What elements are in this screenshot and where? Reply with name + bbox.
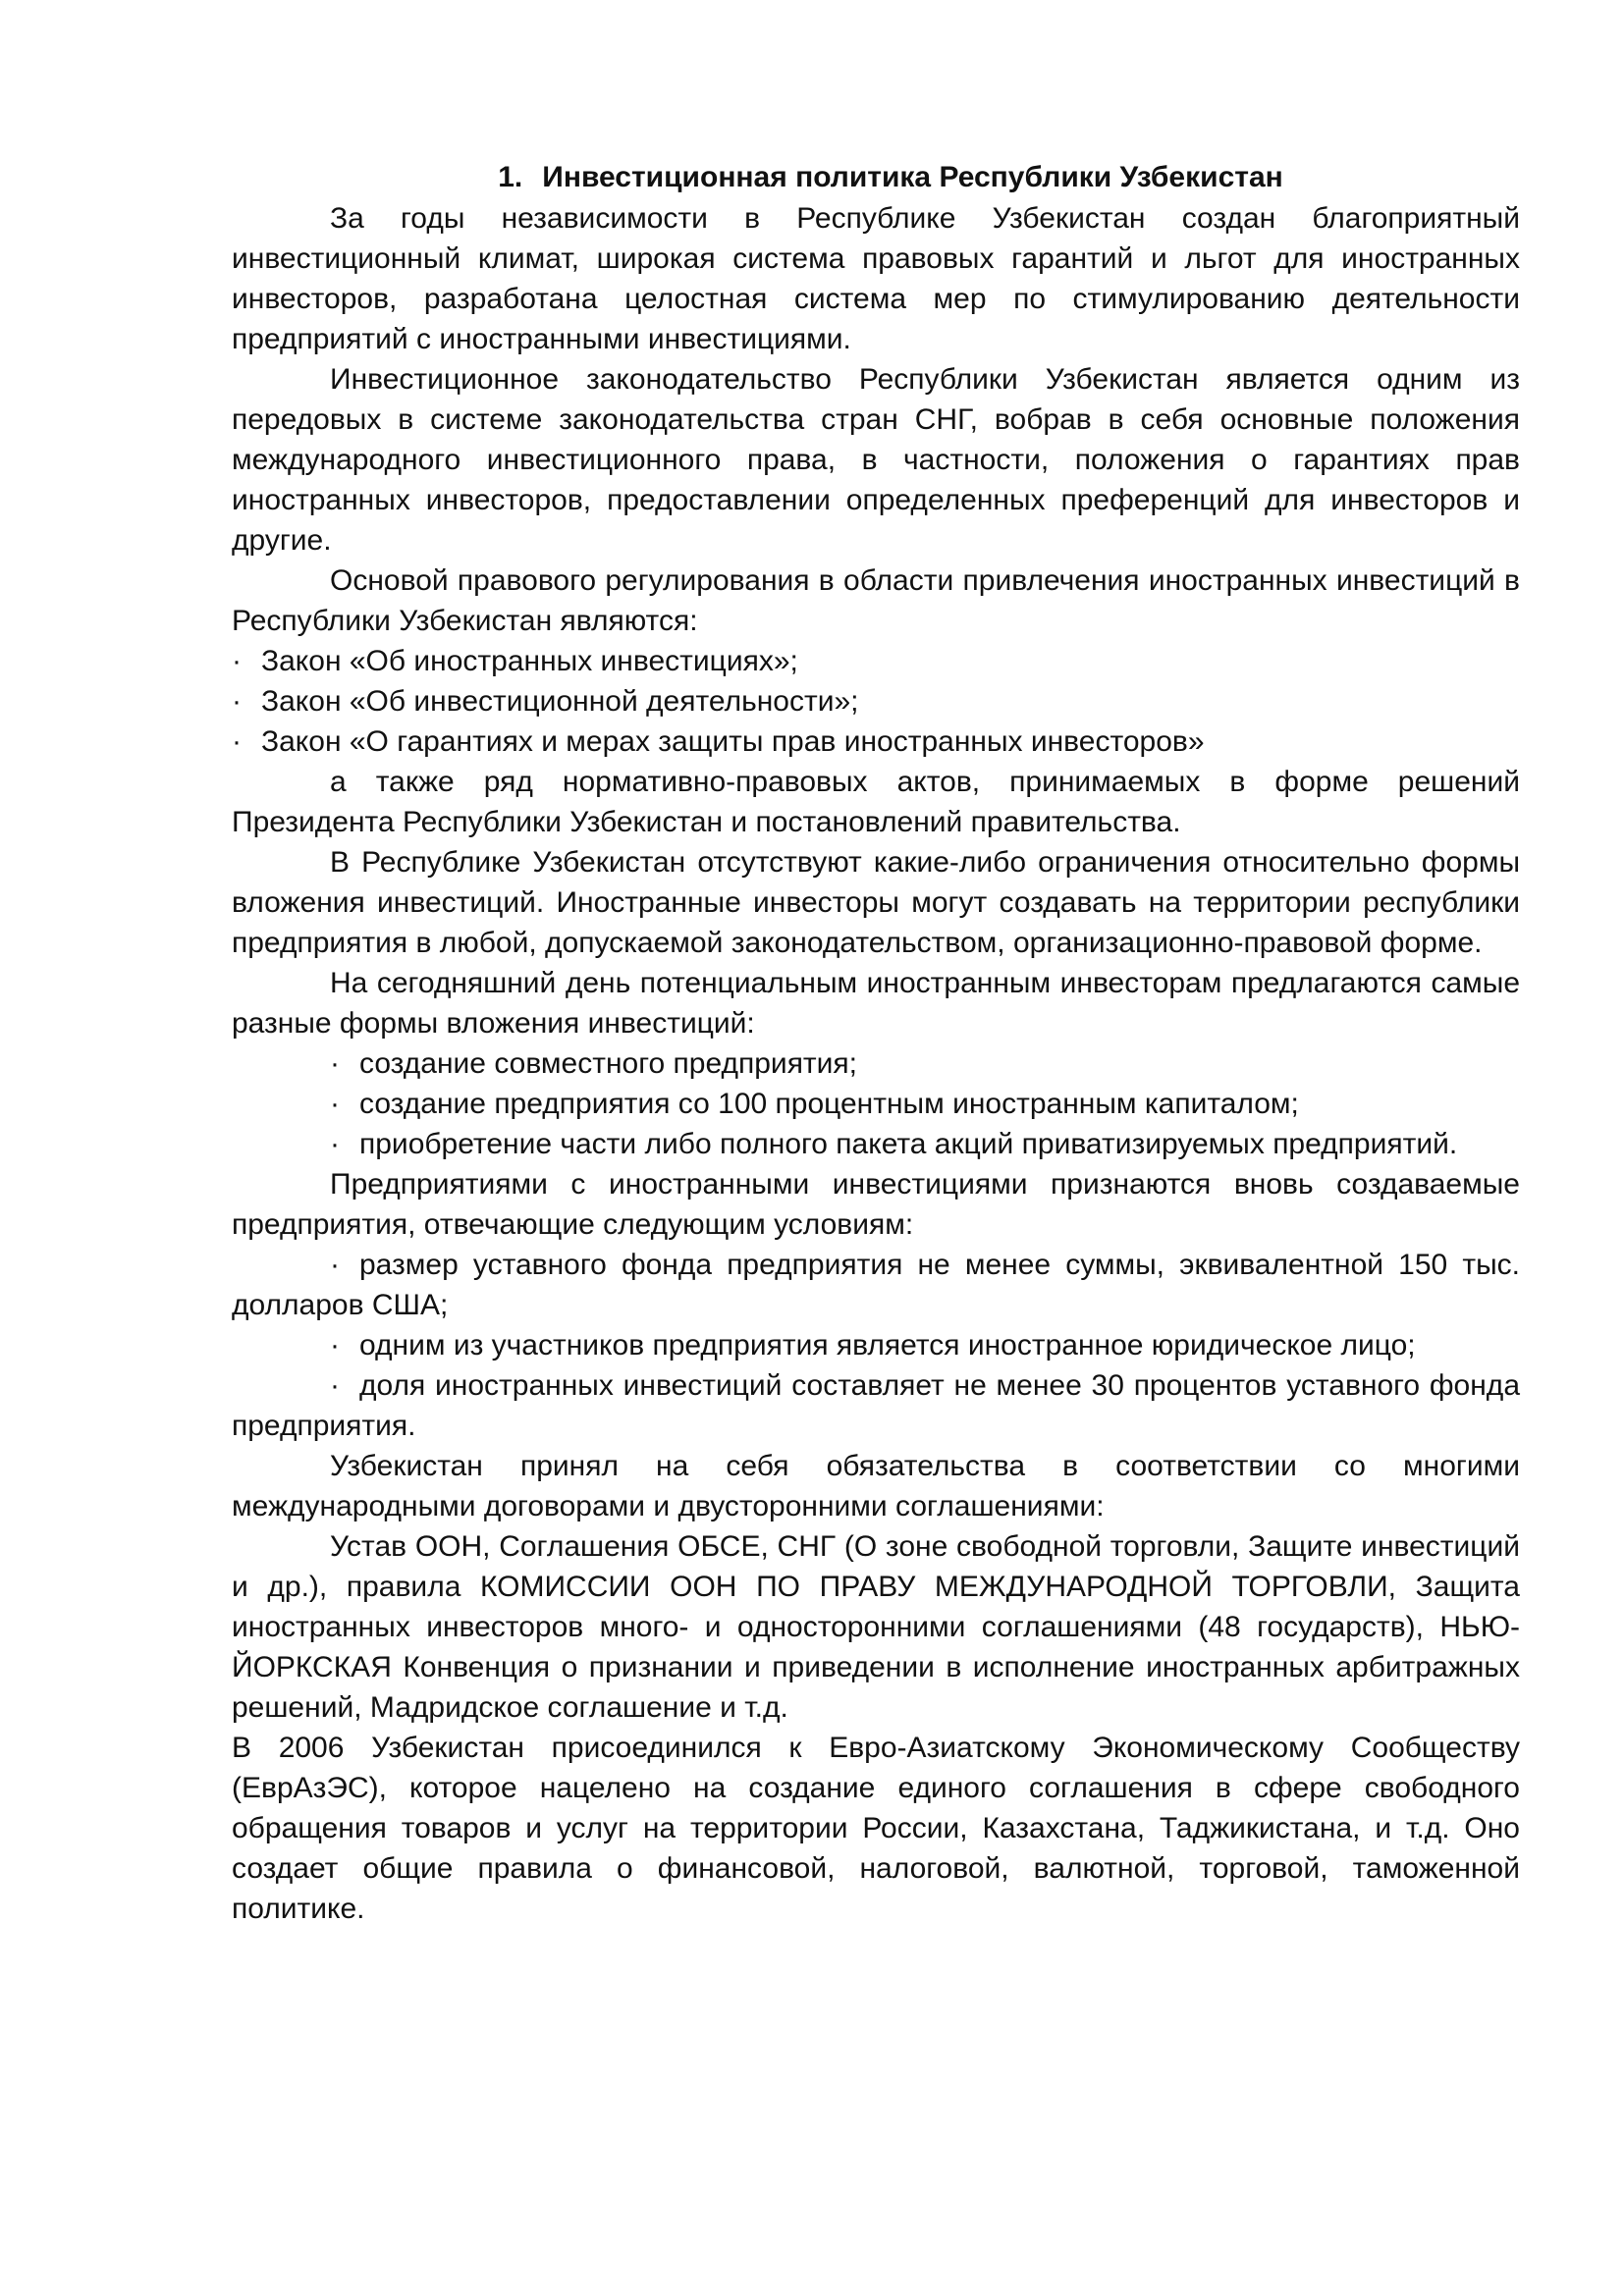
paragraph-conditions: Предприятиями с иностранными инвестициями признаются вновь создаваемые предприятия, отвечающие следующим условиям:: [232, 1168, 1520, 1241]
document-page: [232, 157, 1520, 1929]
form-item: · создание предприятия со 100 процентным иностранным капиталом;: [232, 1084, 1520, 1124]
bullet-mark: ·: [330, 1128, 340, 1160]
bullet-mark: ·: [330, 1249, 340, 1281]
paragraph-eurasec: В 2006 Узбекистан присоединился к Евро-Азиатскому Экономическому Сообществу (ЕврАзЭС), которое нацелено на создание единого соглашения в сфере свободного обращения товаров и услуг на территории России, Казахстана, Таджикистана, и т.д. Оно создает общие правила о финансовой, налоговой, валютной, торговой, таможенной политике.: [232, 1732, 1520, 1925]
section-number: 1.: [498, 161, 523, 193]
law-item: · Закон «Об иностранных инвестициях»;: [232, 641, 1520, 681]
bullet-mark: ·: [232, 685, 242, 718]
paragraph-legislation: Инвестиционное законодательство Республики Узбекистан является одним из передовых в системе законодательства стран СНГ, вобрав в себя основные положения международного инвестиционного права, в частности, положения о гарантиях прав иностранных инвесторов, предоставлении определенных преференций для инвесторов и другие.: [232, 363, 1520, 557]
bullet-mark: ·: [330, 1047, 340, 1080]
bullet-mark: ·: [330, 1088, 340, 1120]
form-item: · приобретение части либо полного пакета акций приватизируемых предприятий.: [232, 1124, 1520, 1164]
bullet-mark: ·: [232, 725, 242, 758]
condition-item: · одним из участников предприятия является иностранное юридическое лицо;: [232, 1325, 1520, 1365]
paragraph-investment-forms: На сегодняшний день потенциальным иностранным инвесторам предлагаются самые разные формы вложения инвестиций:: [232, 967, 1520, 1040]
paragraph-no-restrictions: В Республике Узбекистан отсутствуют какие-либо ограничения относительно формы вложения инвестиций. Иностранные инвесторы могут создавать на территории республики предприятия в любой, допускаемой законодательством, организационно-правовой форме.: [232, 846, 1520, 959]
bullet-mark: ·: [232, 645, 242, 677]
condition-item: · размер уставного фонда предприятия не менее суммы, эквивалентной 150 тыс. долларов США;: [232, 1245, 1520, 1325]
paragraph-agreements: Устав ООН, Соглашения ОБСЕ, СНГ (О зоне свободной торговли, Защите инвестиций и др.), правила КОМИССИИ ООН ПО ПРАВУ МЕЖДУНАРОДНОЙ ТОРГОВЛИ, Защита иностранных инвесторов много- и односторонними соглашениями (48 государств), НЬЮ-ЙОРКСКАЯ Конвенция о признании и приведении в исполнение иностранных арбитражных решений, Мадридское соглашение и т.д.: [232, 1530, 1520, 1724]
law-item: · Закон «О гарантиях и мерах защиты прав иностранных инвесторов»: [232, 721, 1520, 762]
form-item: · создание совместного предприятия;: [232, 1043, 1520, 1084]
condition-item: · доля иностранных инвестиций составляет не менее 30 процентов уставного фонда предприятия.: [232, 1365, 1520, 1446]
bullet-mark: ·: [330, 1329, 340, 1362]
paragraph-legal-basis: Основой правового регулирования в области привлечения иностранных инвестиций в Республики Узбекистан являются:: [232, 564, 1520, 637]
section-title: Инвестиционная политика Республики Узбекистан: [542, 161, 1283, 193]
paragraph-normative-acts: а также ряд нормативно-правовых актов, принимаемых в форме решений Президента Республики Узбекистан и постановлений правительства.: [232, 766, 1520, 838]
paragraph-obligations: Узбекистан принял на себя обязательства в соответствии со многими международными договорами и двусторонними соглашениями:: [232, 1450, 1520, 1522]
paragraph-climate: За годы независимости в Республике Узбекистан создан благоприятный инвестиционный климат, широкая система правовых гарантий и льгот для иностранных инвесторов, разработана целостная система мер по стимулированию деятельности предприятий с иностранными инвестициями.: [232, 202, 1520, 355]
bullet-mark: ·: [330, 1369, 340, 1402]
section-heading: [232, 157, 1520, 197]
law-item: · Закон «Об инвестиционной деятельности»;: [232, 681, 1520, 721]
